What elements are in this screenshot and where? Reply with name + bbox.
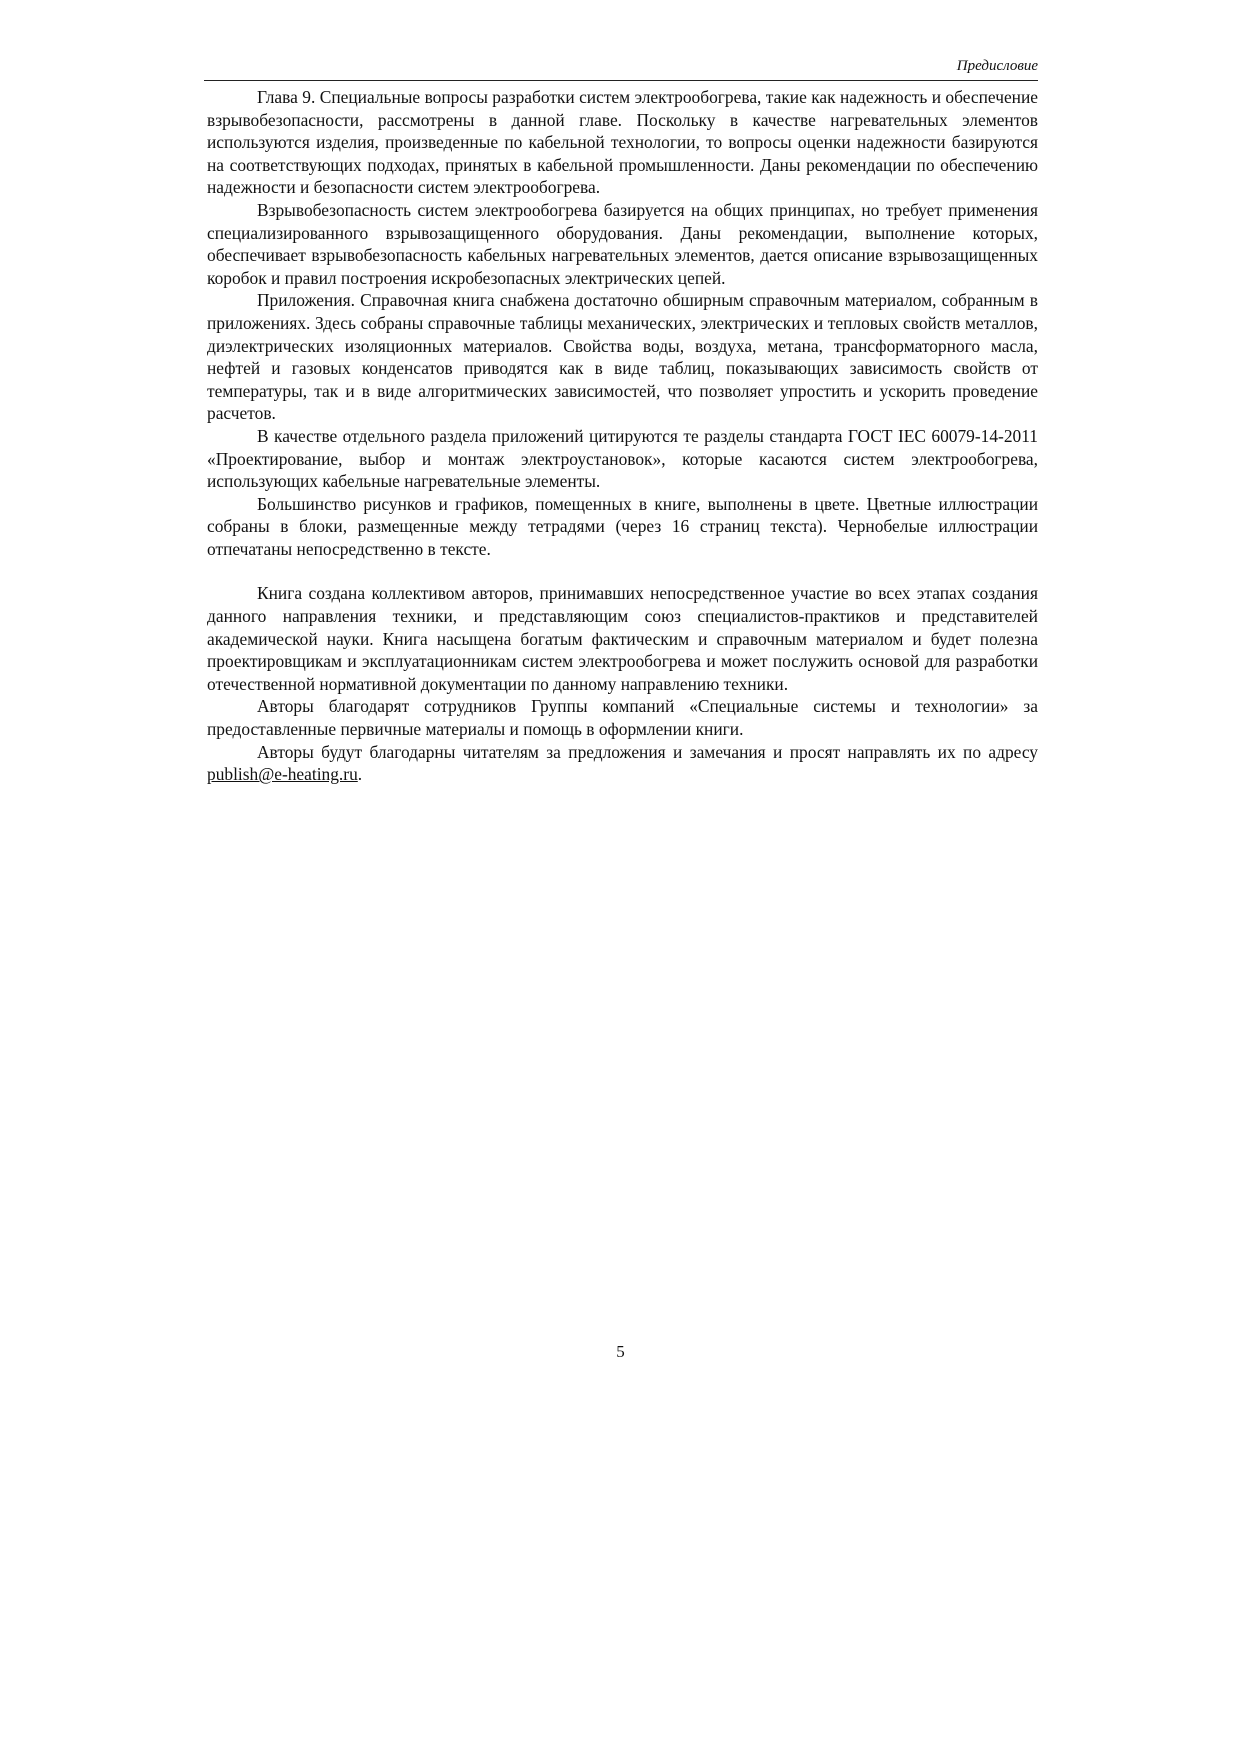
- paragraph-appendices: Приложения. Справочная книга снабжена достаточно обширным справочным материалом, собранным в приложениях. Здесь собраны справочные таблицы механических, электрических и тепловых свойств металлов, диэлектрических изоляционных материалов. Свойства воды, воздуха, метана, трансформаторного масла, нефтей и газовых конденсатов приводятся как в виде таблиц, показывающих зависимость свойств от температуры, так и в виде алгоритмических зависимостей, что позволяет упростить и ускорить проведение расчетов.: [207, 290, 1038, 424]
- paragraph-authors-team: Книга создана коллективом авторов, принимавших непосредственное участие во всех этапах создания данного направления техники, и представляющим союз специалистов-практиков и представителей академической науки. Книга насыщена богатым фактическим и справочным материалом и будет полезна проектировщикам и эксплуатационникам систем электрообогрева и может послужить основой для разработки отечественной нормативной документации по данному направлению техники.: [207, 583, 1038, 694]
- feedback-period: .: [357, 764, 363, 785]
- paragraph-illustrations: Большинство рисунков и графиков, помещенных в книге, выполнены в цвете. Цветные иллюстрации собраны в блоки, размещенные между тетрадями (через 16 страниц текста). Чернобелые иллюстрации отпечатаны непосредственно в тексте.: [207, 493, 1038, 559]
- paragraph-chapter-9: Глава 9. Специальные вопросы разработки систем электрообогрева, такие как надежность и обеспечение взрывобезопасности, рассмотрены в данной главе. Поскольку в качестве нагревательных элементов используются изделия, произведенные по кабельной технологии, то вопросы оценки надежности базируются на соответствующих подходах, принятых в кабельной промышленности. Даны рекомендации по обеспечению надежности и безопасности систем электрообогрева.: [207, 87, 1038, 198]
- running-header: [204, 58, 1038, 81]
- running-header-title: Предисловие: [956, 58, 1038, 74]
- paragraph-acknowledgements: Авторы благодарят сотрудников Группы компаний «Специальные системы и технологии» за предоставленные первичные материалы и помощь в оформлении книги.: [207, 696, 1038, 740]
- email-link[interactable]: publish@e-heating.ru: [207, 764, 358, 785]
- paragraph-gost-standard: В качестве отдельного раздела приложений цитируются те разделы стандарта ГОСТ IEC 60079-14-2011 «Проектирование, выбор и монтаж электроустановок», которые касаются систем электрообогрева, использующих кабельные нагревательные элементы.: [207, 425, 1038, 492]
- feedback-text: Авторы будут благодарны читателям за предложения и замечания и просят направлять их по адресу: [257, 741, 1038, 762]
- paragraph-feedback: [207, 741, 1038, 786]
- paragraph-explosion-safety: Взрывобезопасность систем электрообогрева базируется на общих принципах, но требует применения специализированного взрывозащищенного оборудования. Даны рекомендации, выполнение которых, обеспечивает взрывобезопасность кабельных нагревательных элементов, дается описание взрывозащищенных коробок и правил построения искробезопасных электрических цепей.: [207, 199, 1038, 288]
- page-number: 5: [616, 1342, 625, 1361]
- body-text: [207, 86, 1038, 786]
